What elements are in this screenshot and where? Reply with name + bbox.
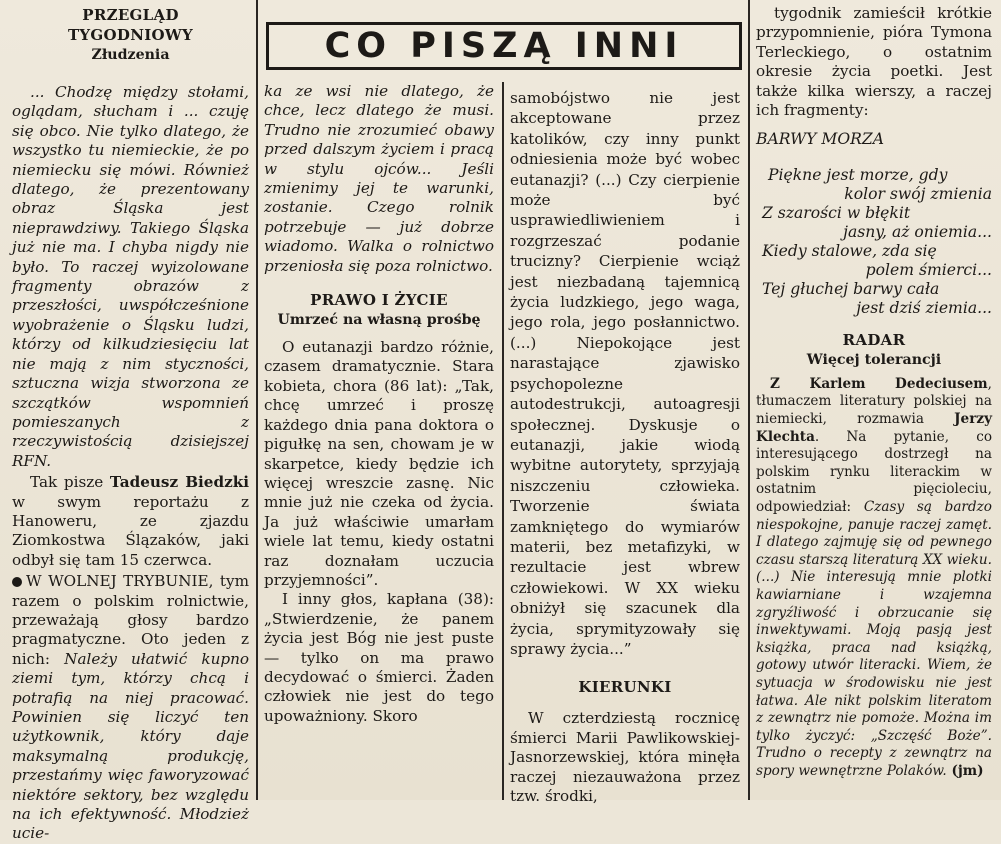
text-run: , tłumaczem literatury polskiej na niemiecki, rozmawia [756,375,992,428]
article-paragraph [756,376,992,781]
section-subtitle: Umrzeć na własną prośbę [277,312,481,329]
interviewer-name: Jerzy Klechta [756,411,992,445]
column-przeglad [12,0,249,843]
bullet-icon [12,577,22,587]
quote-text: Czasy są bardzo niespokojne, panuje raczej zamęt. I dlatego zajmuję się od pewnego czasu starszą literaturą XX wieku. (...) Nie interesują mnie plotki kawiarniane i wzajemna zgryźliwość i obrzucanie się inwektywami. Moją pasją jest książka, praca nad książką, gotowy utwór literacki. Wiem, że sytuacja w środowisku nie jest łatwa. Ale nikt polskim literatom z zewnątrz nie pomoże. Można im tylko życzyć: „Szczęść Boże”. Trudno o recepty z zewnątrz na spory wewnętrzne Polaków. [756,499,992,779]
section-title: PRAWO I ŻYCIE [310,291,448,310]
poem-title: BARWY MORZA [756,130,884,149]
poem [756,166,992,318]
poem-line: polem śmierci... [865,260,992,279]
article-paragraph: I inny głos, kapłana (38): „Stwierdzenie, że panem życia jest Bóg nie jest puste — tylko on ma prawo decydować o śmierci. Żaden człowiek nie jest do tego upoważniony. Skoro [264,590,494,725]
poem-line: Z szarości w błękit [762,203,911,222]
poem-line: Tej głuchej barwy cała [762,279,940,298]
text-run: . Na pytanie, co interesującego dostrzegł na polskim rynku literackim w ostatnim pięcioleciu, odpowiedział: [756,428,992,515]
section-title-line2: TYGODNIOWY [67,26,194,44]
article-paragraph: ka ze wsi nie dlatego, że chce, lecz dlatego że musi. Trudno nie zrozumieć obawy przed dalszym życiem i pracą w stylu ojców... Jeśli zmienimy jej te warunki, zostanie. Czego rolnik potrzebuje — już dobrze wiadomo. Walka o rolnictwo przeniosła się poza rolnictwo. [264,82,494,275]
poem-line: jasny, aż oniemia... [843,222,992,241]
column-prawo [264,82,494,800]
text-run: , tym razem o polskim rolnictwie, przeważają głosy bardzo pragmatyczne. Oto jeden z nich: [12,572,249,668]
column-divider [502,82,504,800]
article-paragraph: samobójstwo nie jest akceptowane przez katolików, czy inny punkt odniesienia może być wobec eutanazji? (...) Czy cierpienie może być usprawiedliwieniem i rozgrzeszać podanie trucizny? Cierpienie wciąż jest niezbadaną tajemnicą życia ludzkiego, jego waga, jego rola, jego posłannictwo. (...) Niepokojące jest narastające zjawisko psychopolezne autodestrukcji, autoagresji społecznej. Dyskusje o eutanazji, jakie wiodą wybitne autorytety, sprzyjają niszczeniu człowieka. Tworzenie świata zamkniętego do wymiarów materii, bez metafizyki, w rezultacie jest wbrew człowiekowi. W XX wieku obniżył się szacunek dla życia, sprymityzowały się sprawy życia...” [510,89,740,658]
quote-text: Należy ułatwić kupno ziemi tym, którzy chcą i potrafią na niej pracować. Powinien się liczyć ten użytkownik, który daje maksymalną produkcję, przestańmy więc faworyzować niektóre sektory, bez względu na ich efektywność. Młodzież ucie- [12,649,249,843]
section-title: PRZEGLĄD [82,6,179,24]
poem-line: jest dziś ziemia... [856,298,992,317]
poem-line: kolor swój zmienia [844,184,992,203]
article-paragraph: ... Chodzę między stołami, oglądam, słucham i ... czuję się obco. Nie tylko dlatego, że wszystko tu niemieckie, że po niemiecku się mówi. Również dlatego, że prezentowany obraz Śląska jest nieprawdziwy. Takiego Śląska już nie ma. I chyba nigdy nie było. To raczej wyizolowane fragmenty obrazów z przeszłości, uwspółcześnione wyobrażenie o Śląsku ludzi, którzy od kilkudziesięciu lat nie mają z nim styczności, sztuczna wizja stworzona ze szczątków wspomnień pomieszanych z rzeczywistością dzisiejszej RFN. [12,83,249,470]
section-lead: W WOLNEJ TRYBUNIE [26,572,209,591]
article-paragraph: O eutanazji bardzo różnie, czasem dramatycznie. Stara kobieta, chora (86 lat): „Tak, chcę umrzeć i proszę każdego dnia pana doktora o pigułkę na sen, chowam je w skarpetce, kiedy będzie ich więcej wreszcie zasnę. Nic mnie już nie czeka od życia. Ja już właściwie umarłam wiele lat temu, kiedy ostatni raz doznałam uczucia przyjemności”. [264,338,494,589]
poem-line: Piękne jest morze, gdy [768,165,948,184]
column-divider [748,0,750,800]
column-radar [756,0,992,800]
article-paragraph [12,572,249,844]
text-run: w swym reportażu z Hanoweru, ze zjazdu Ziomkostwa Ślązaków, jaki odbył się tam 15 czerwca. [12,492,249,569]
article-paragraph: tygodnik zamieścił krótkie przypomnienie, pióra Tymona Terleckiego, o ostatnim okresie życia poetki. Jest także kilka wierszy, a raczej ich fragmenty: [756,4,992,120]
section-title: RADAR [842,330,906,349]
banner-title: CO PISZĄ INNI [266,22,742,70]
section-subtitle: Więcej tolerancji [806,351,942,368]
poem-line: Kiedy stalowe, zda się [762,241,937,260]
section-subtitle: Złudzenia [91,47,170,63]
article-paragraph [12,473,249,570]
column-kierunki [510,88,740,805]
column-divider [256,0,258,800]
author-name: Tadeusz Biedzki [109,473,249,492]
section-title: KIERUNKI [578,678,672,697]
text-run: Tak pisze [30,473,110,492]
article-paragraph: W czterdziestą rocznicę śmierci Marii Pawlikowskiej-Jasnorzewskiej, która minęła raczej niezauważona przez tzw. środki, [510,709,740,805]
signature: (jm) [946,762,984,779]
interviewee-name: Z Karlem Dedeciusem [770,375,988,392]
